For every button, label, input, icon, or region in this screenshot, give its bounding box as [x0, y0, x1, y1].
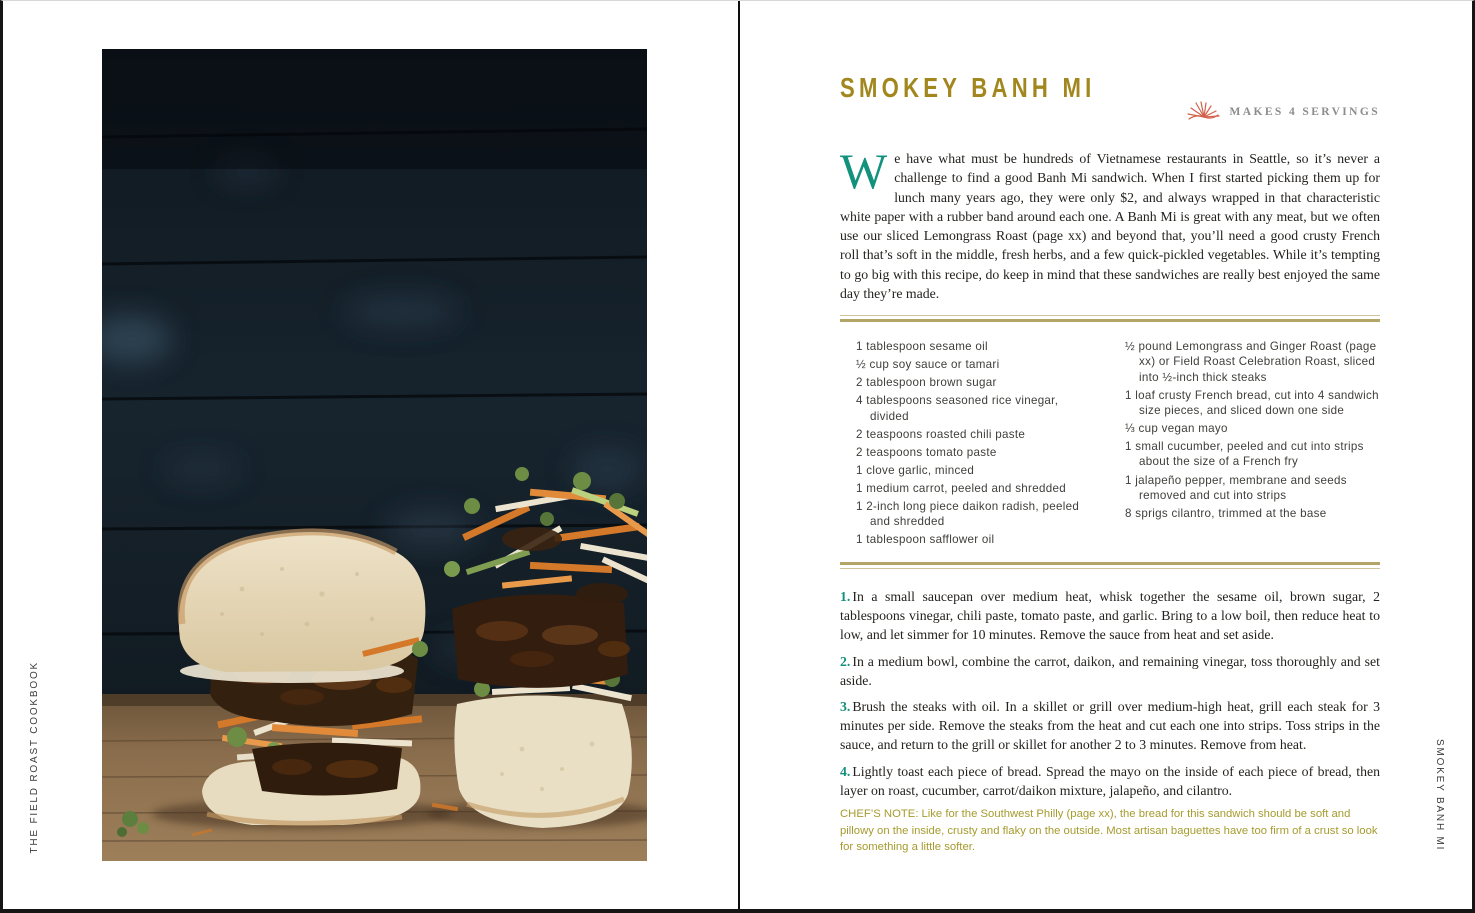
starburst-icon — [1185, 101, 1221, 123]
ingredient-item: 1 tablespoon sesame oil — [856, 340, 988, 353]
drop-cap: W — [840, 143, 888, 199]
method-steps — [840, 587, 1380, 807]
sandwich-left — [179, 532, 428, 825]
ingredient-item: 1 tablespoon safflower oil — [856, 533, 995, 547]
ingredient-item: 8 sprigs cilantro, trimmed at the base — [1125, 506, 1327, 520]
right-spine-title: SMOKEY BANH MI — [1434, 739, 1445, 852]
ingredient-item: ½ pound Lemongrass and Ginger Roast (page xx) or Field Roast Celebration Roast, sliced into ½-inch thick steaks — [1125, 340, 1377, 384]
recipe-title: SMOKEY BANH MI — [840, 71, 1096, 104]
step-text: In a small saucepan over medium heat, whisk together the sesame oil, brown sugar, 2 tablespoons vinegar, chili paste, tomato paste, and garlic. Bring to a low boil, then reduce heat to low, and let simmer for 10 minutes. Remove the sauce from heat and set aside. — [840, 589, 1380, 642]
right-page — [740, 1, 1475, 913]
servings-label: MAKES 4 SERVINGS — [1229, 106, 1380, 118]
recipe-step — [840, 762, 1380, 800]
left-spine-title: THE FIELD ROAST COOKBOOK — [29, 660, 40, 853]
step-text: Brush the steaks with oil. In a skillet or grill over medium-high heat, grill each steak for 3 minutes per side. Remove the steaks from the heat and cut each one into strips. Toss strips in the sauce, and return to the grill or skillet for another 2 to 3 minutes. Remove from heat. — [840, 699, 1380, 752]
ingredient-item: 2 teaspoons roasted chili paste — [856, 427, 1026, 441]
ingredient-item: ⅓ cup vegan mayo — [1125, 422, 1228, 436]
ingredient-item: 2 tablespoon brown sugar — [856, 376, 997, 390]
recipe-step — [840, 652, 1380, 690]
step-number: 2. — [840, 653, 851, 669]
ingredient-item: 1 jalapeño pepper, membrane and seeds removed and cut into strips — [1125, 473, 1347, 502]
step-text: In a medium bowl, combine the carrot, daikon, and remaining vinegar, toss thoroughly and set aside. — [840, 653, 1380, 688]
ingredient-item: 2 teaspoons tomato paste — [856, 445, 997, 459]
ingredient-item: 1 clove garlic, minced — [856, 463, 975, 477]
intro-text: e have what must be hundreds of Vietnamese restaurants in Seattle, so it’s never a challenge to find a good Banh Mi sandwich. When I first started picking them up for lunch many years ago, they were only $2, and always wrapped in that characteristic white paper with a rubber band around each one. A Banh Mi is great with any meat, but we often use our sliced Lemongrass Roast (page xx) and beyond that, you’ll need a good crusty French roll that’s soft in the middle, fresh herbs, and a few quick-pickled vegetables. While it’s tempting to go big with this recipe, do keep in mind that these sandwiches are really best enjoyed the same day they’re made. — [840, 151, 1380, 302]
ingredients-rule-bottom — [840, 562, 1380, 569]
intro-paragraph — [840, 143, 1380, 303]
ingredient-item: ½ cup soy sauce or tamari — [856, 358, 1000, 372]
chefs-note-label: CHEF’S NOTE: — [840, 808, 919, 820]
ingredients-column-2 — [1125, 339, 1380, 551]
step-number: 1. — [840, 589, 851, 604]
chefs-note — [840, 806, 1380, 856]
ingredients-rule-top — [840, 315, 1380, 322]
step-number: 4. — [840, 763, 851, 779]
ingredient-item: 1 medium carrot, peeled and shredded — [856, 481, 1066, 495]
ingredient-item: 1 loaf crusty French bread, cut into 4 sandwich size pieces, and sliced down one side — [1125, 388, 1379, 417]
ingredients-section — [840, 339, 1380, 551]
ingredients-column-1 — [840, 339, 1125, 551]
recipe-step — [840, 587, 1380, 644]
banh-mi-photo — [102, 49, 647, 861]
step-number: 3. — [840, 699, 851, 714]
servings-row — [840, 101, 1380, 123]
ingredient-item: 1 small cucumber, peeled and cut into strips about the size of a French fry — [1125, 440, 1364, 469]
chefs-note-text: Like for the Southwest Philly (page xx), the bread for this sandwich should be soft and pillowy on the inside, crusty and flaky on the outside. Most artisan baguettes have too firm of a crust so look for something a little softer. — [840, 808, 1378, 853]
step-text: Lightly toast each piece of bread. Spread the mayo on the inside of each piece of bread, then layer on roast, cucumber, carrot/daikon mixture, jalapeño, and cilantro. — [840, 763, 1380, 798]
ingredient-item: 1 2-inch long piece daikon radish, peeled and shredded — [856, 500, 1080, 529]
ingredient-item: 4 tablespoons seasoned rice vinegar, divided — [856, 394, 1059, 423]
recipe-step — [840, 697, 1380, 754]
banh-mi-photo-graphic — [102, 49, 647, 861]
